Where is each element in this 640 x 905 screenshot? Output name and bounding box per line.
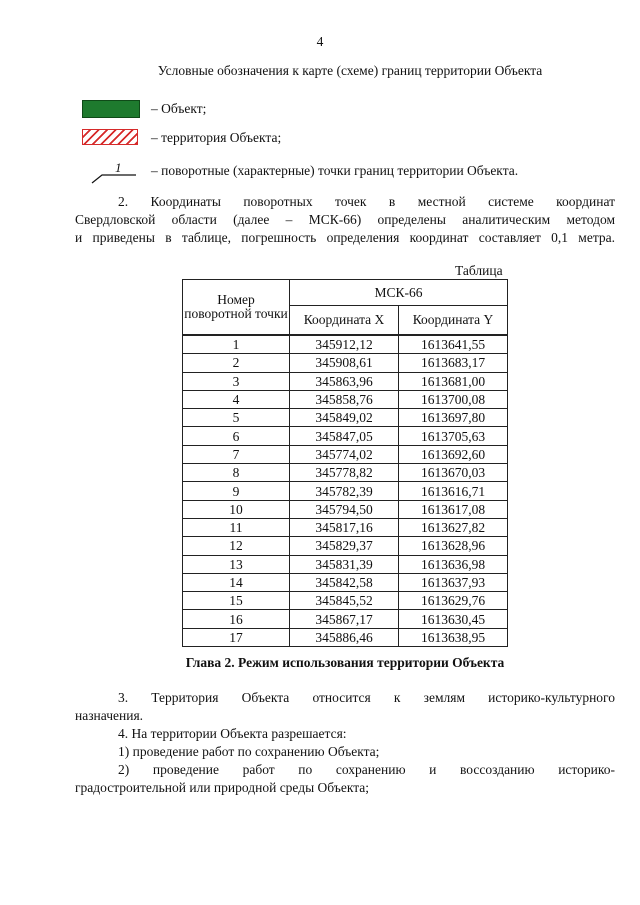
cell-x: 345842,58 — [290, 573, 399, 591]
cell-y: 1613700,08 — [399, 390, 508, 408]
cell-x: 345845,52 — [290, 592, 399, 610]
header-point-number: Номер поворотной точки — [183, 280, 290, 336]
table-row — [183, 390, 508, 408]
table-caption: Таблица — [455, 263, 503, 278]
cell-n: 12 — [183, 537, 290, 555]
coordinates-table — [182, 279, 508, 647]
table-row — [183, 555, 508, 573]
cell-n: 15 — [183, 592, 290, 610]
table-row — [183, 628, 508, 646]
cell-y: 1613616,71 — [399, 482, 508, 500]
legend-territory-label: – территория Объекта; — [151, 130, 282, 145]
cell-y: 1613681,00 — [399, 372, 508, 390]
legend-title: Условные обозначения к карте (схеме) границ территории Объекта — [157, 63, 543, 78]
cell-y: 1613638,95 — [399, 628, 508, 646]
cell-y: 1613637,93 — [399, 573, 508, 591]
cell-n: 8 — [183, 464, 290, 482]
cell-x: 345886,46 — [290, 628, 399, 646]
table-row — [183, 445, 508, 463]
cell-y: 1613683,17 — [399, 354, 508, 372]
cell-n: 6 — [183, 427, 290, 445]
list-item-1: 1) проведение работ по сохранению Объекта; — [118, 744, 380, 759]
cell-n: 11 — [183, 518, 290, 536]
cell-y: 1613629,76 — [399, 592, 508, 610]
cell-n: 3 — [183, 372, 290, 390]
turning-point-marker-icon — [88, 153, 148, 187]
cell-x: 345817,16 — [290, 518, 399, 536]
cell-n: 10 — [183, 500, 290, 518]
cell-x: 345863,96 — [290, 372, 399, 390]
cell-n: 13 — [183, 555, 290, 573]
page-number: 4 — [316, 34, 324, 49]
cell-x: 345908,61 — [290, 354, 399, 372]
table-row — [183, 500, 508, 518]
legend-territory-swatch — [82, 129, 138, 145]
cell-y: 1613627,82 — [399, 518, 508, 536]
cell-y: 1613636,98 — [399, 555, 508, 573]
table-row — [183, 464, 508, 482]
cell-y: 1613692,60 — [399, 445, 508, 463]
table-row — [183, 409, 508, 427]
para3-line2: назначения. — [75, 708, 144, 723]
para4: 4. На территории Объекта разрешается: — [118, 726, 347, 741]
cell-x: 345858,76 — [290, 390, 399, 408]
cell-x: 345782,39 — [290, 482, 399, 500]
para2-line1: 2. Координаты поворотных точек в местной системе координат — [118, 194, 615, 209]
cell-n: 5 — [183, 409, 290, 427]
cell-x: 345847,05 — [290, 427, 399, 445]
table-row — [183, 573, 508, 591]
legend-object-label: – Объект; — [151, 101, 207, 116]
cell-x: 345829,37 — [290, 537, 399, 555]
cell-n: 2 — [183, 354, 290, 372]
para2-line3: и приведены в таблице, погрешность определения координат составляет 0,1 метра. — [75, 230, 615, 245]
cell-y: 1613705,63 — [399, 427, 508, 445]
cell-y: 1613630,45 — [399, 610, 508, 628]
table-row — [183, 372, 508, 390]
cell-y: 1613641,55 — [399, 335, 508, 354]
cell-n: 1 — [183, 335, 290, 354]
table-row — [183, 335, 508, 354]
cell-y: 1613670,03 — [399, 464, 508, 482]
chapter-heading: Глава 2. Режим использования территории Объекта — [185, 655, 505, 670]
cell-n: 16 — [183, 610, 290, 628]
cell-n: 7 — [183, 445, 290, 463]
cell-y: 1613697,80 — [399, 409, 508, 427]
table-row — [183, 518, 508, 536]
cell-y: 1613617,08 — [399, 500, 508, 518]
header-y: Координата Y — [399, 306, 508, 335]
legend-point-label: – поворотные (характерные) точки границ территории Объекта. — [151, 163, 519, 178]
cell-x: 345867,17 — [290, 610, 399, 628]
list-item-2-line1: 2) проведение работ по сохранению и воссозданию историко- — [118, 762, 615, 777]
cell-n: 4 — [183, 390, 290, 408]
header-system: МСК-66 — [290, 280, 508, 306]
para3-line1: 3. Территория Объекта относится к землям историко-культурного — [118, 690, 615, 705]
cell-x: 345912,12 — [290, 335, 399, 354]
cell-x: 345774,02 — [290, 445, 399, 463]
cell-x: 345849,02 — [290, 409, 399, 427]
marker-number: 1 — [115, 160, 122, 175]
cell-x: 345778,82 — [290, 464, 399, 482]
table-row — [183, 537, 508, 555]
header-x: Координата X — [290, 306, 399, 335]
para2-line2: Свердловской области (далее – МСК-66) определены аналитическим методом — [75, 212, 615, 227]
cell-y: 1613628,96 — [399, 537, 508, 555]
legend-object-swatch — [82, 100, 140, 118]
table-row — [183, 482, 508, 500]
cell-n: 17 — [183, 628, 290, 646]
list-item-2-line2: градостроительной или природной среды Объекта; — [75, 780, 370, 795]
table-row — [183, 610, 508, 628]
cell-x: 345831,39 — [290, 555, 399, 573]
table-row — [183, 592, 508, 610]
table-row — [183, 427, 508, 445]
table-row — [183, 354, 508, 372]
cell-n: 9 — [183, 482, 290, 500]
cell-n: 14 — [183, 573, 290, 591]
cell-x: 345794,50 — [290, 500, 399, 518]
